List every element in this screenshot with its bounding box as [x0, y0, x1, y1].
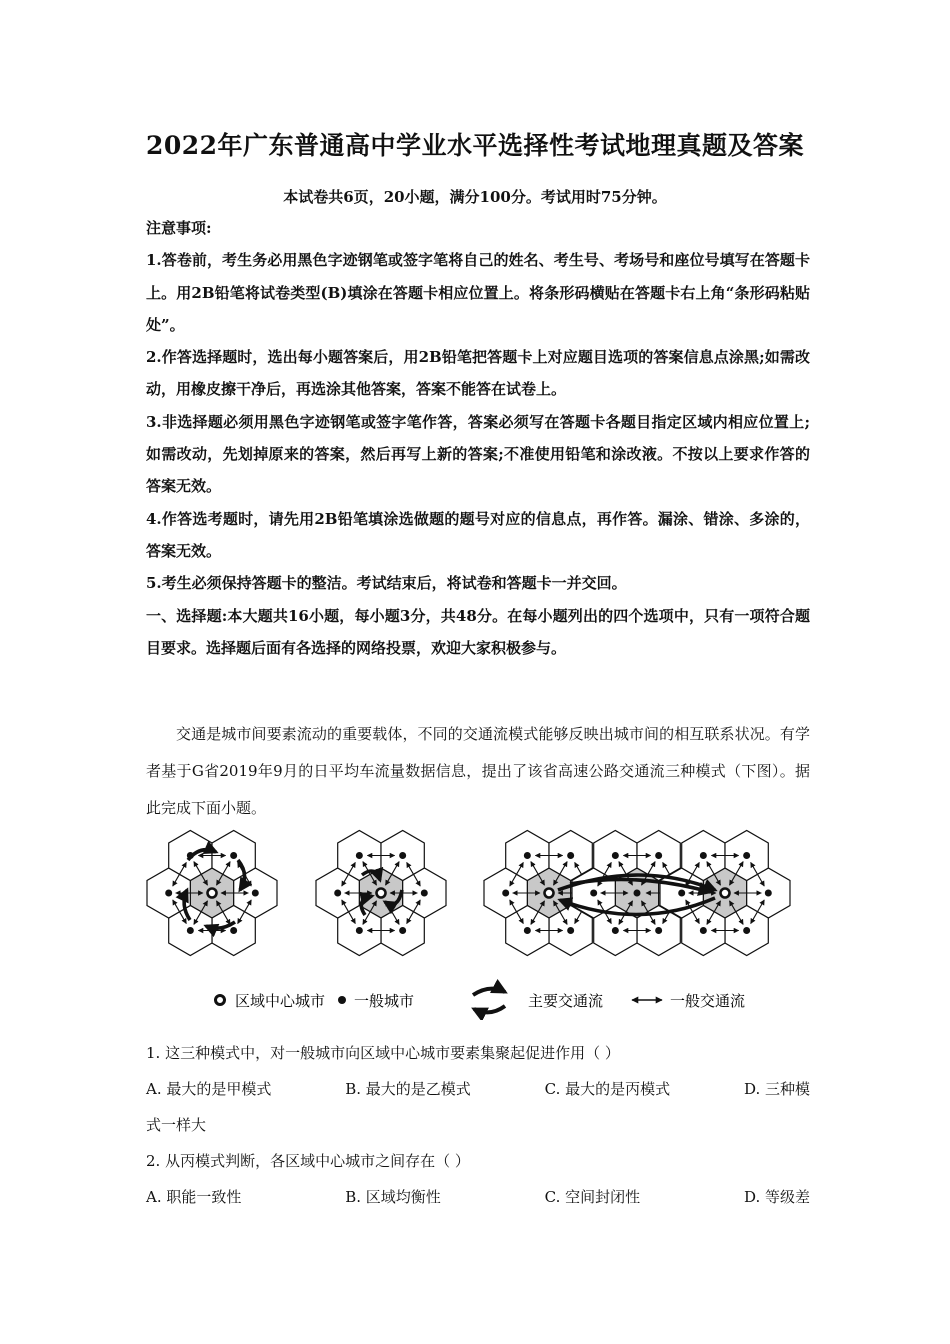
- ordinary-city: [252, 890, 259, 897]
- instructions-heading: 注意事项:: [146, 219, 212, 237]
- ordinary-city: [421, 890, 428, 897]
- instruction-item: 4.作答选考题时，请先用2B铅笔填涂选做题的题号对应的信息点，再作答。漏涂、错涂、多涂的，答案无效。: [146, 509, 810, 560]
- option-b: B. 区域均衡性: [345, 1188, 441, 1206]
- ordinary-city: [230, 852, 237, 859]
- option-c: C. 最大的是丙模式: [544, 1080, 671, 1098]
- document-subtitle: 本试卷共6页，20小题，满分100分。考试用时75分钟。: [283, 188, 667, 206]
- ordinary-city: [655, 852, 662, 859]
- question-list: [146, 1035, 810, 1215]
- ordinary-city: [230, 927, 237, 934]
- option-b: B. 最大的是乙模式: [345, 1080, 471, 1098]
- option-d: D. 等级差: [743, 1188, 810, 1206]
- ordinary-city: [502, 890, 509, 897]
- ordinary-city: [187, 927, 194, 934]
- ordinary-city: [334, 890, 341, 897]
- instruction-item: 1.答卷前，考生务必用黑色字迹钢笔或签字笔将自己的姓名、考生号、考场号和座位号填写在答题卡上。用2B铅笔将试卷类型(B)填涂在答题卡相应位置上。将条形码横贴在答题卡右上角“条形码粘贴处”。: [146, 251, 810, 334]
- option-row: [146, 1179, 810, 1215]
- ordinary-city: [700, 927, 707, 934]
- ordinary-city: [165, 890, 172, 897]
- section-heading: 一、选择题:本大题共16小题，每小题3分，共48分。在每小题列出的四个选项中，只有一项符合题目要求。选择题后面有各选择的网络投票，欢迎大家积极参与。: [146, 606, 810, 657]
- ordinary-city: [590, 890, 597, 897]
- center-city: [377, 889, 386, 898]
- legend-main-flow: 主要交通流: [528, 992, 604, 1010]
- ordinary-city: [356, 927, 363, 934]
- traffic-flow-figure: [140, 820, 810, 1020]
- legend-ordinary-flow: 一般交通流: [670, 992, 746, 1010]
- instruction-item: 3.非选择题必须用黑色字迹钢笔或签字笔作答，答案必须写在答题卡各题目指定区域内相应位置上;如需改动，先划掉原来的答案，然后再写上新的答案;不准使用铅笔和涂改液。不按以上要求作答的答案无效。: [146, 412, 810, 496]
- ordinary-city: [634, 890, 641, 897]
- center-city: [208, 889, 217, 898]
- instruction-item: 5.考生必须保持答题卡的整洁。考试结束后，将试卷和答题卡一并交回。: [146, 574, 627, 593]
- option-a: A. 最大的是甲模式: [146, 1080, 272, 1098]
- question-2: [146, 1143, 810, 1215]
- ordinary-city: [765, 890, 772, 897]
- ordinary-city: [524, 927, 531, 934]
- flow-mode-diagrams: [147, 831, 790, 956]
- passage-text: 交通是城市间要素流动的重要载体，不同的交通流模式能够反映出城市间的相互联系状况。有学者基于G省2019年9月的日平均车流量数据信息，提出了该省高速公路交通流三种模式（下图）。据此完成下面小题。: [146, 725, 810, 817]
- ordinary-city: [399, 927, 406, 934]
- ordinary-city: [612, 852, 619, 859]
- ordinary-city: [743, 927, 750, 934]
- center-city-symbol: [216, 996, 225, 1005]
- ordinary-city: [655, 927, 662, 934]
- option-row: [146, 1071, 810, 1107]
- ordinary-city: [612, 927, 619, 934]
- option-c: C. 空间封闭性: [544, 1188, 641, 1206]
- instructions: [146, 212, 810, 664]
- ordinary-city: [678, 890, 685, 897]
- question-stem: 2. 从丙模式判断，各区域中心城市之间存在（ ）: [146, 1152, 470, 1170]
- ordinary-city: [356, 852, 363, 859]
- ordinary-city: [567, 927, 574, 934]
- legend-center-city: 区域中心城市: [235, 992, 326, 1010]
- figure-legend: [216, 989, 746, 1013]
- ordinary-city-symbol: [338, 996, 346, 1004]
- center-city: [545, 889, 554, 898]
- ordinary-city: [700, 852, 707, 859]
- ordinary-city: [399, 852, 406, 859]
- option-a: A. 职能一致性: [146, 1188, 242, 1206]
- question-1: [146, 1035, 810, 1143]
- question-stem: 1. 这三种模式中，对一般城市向区域中心城市要素集聚起促进作用（ ）: [146, 1044, 620, 1062]
- main-flow-symbol: [473, 989, 505, 1013]
- reading-passage: [146, 716, 810, 827]
- option-d: D. 三种模: [743, 1080, 810, 1098]
- ordinary-city: [524, 852, 531, 859]
- legend-ordinary-city: 一般城市: [354, 992, 415, 1010]
- center-city: [721, 889, 730, 898]
- instruction-item: 2.作答选择题时，选出每小题答案后，用2B铅笔把答题卡上对应题目选项的答案信息点涂黑;如需改动，用橡皮擦干净后，再选涂其他答案，答案不能答在试卷上。: [146, 348, 810, 399]
- document-title: 2022年广东普通高中学业水平选择性考试地理真题及答案: [145, 131, 805, 160]
- option-d-continuation: 式一样大: [146, 1116, 207, 1134]
- ordinary-city: [567, 852, 574, 859]
- ordinary-city: [743, 852, 750, 859]
